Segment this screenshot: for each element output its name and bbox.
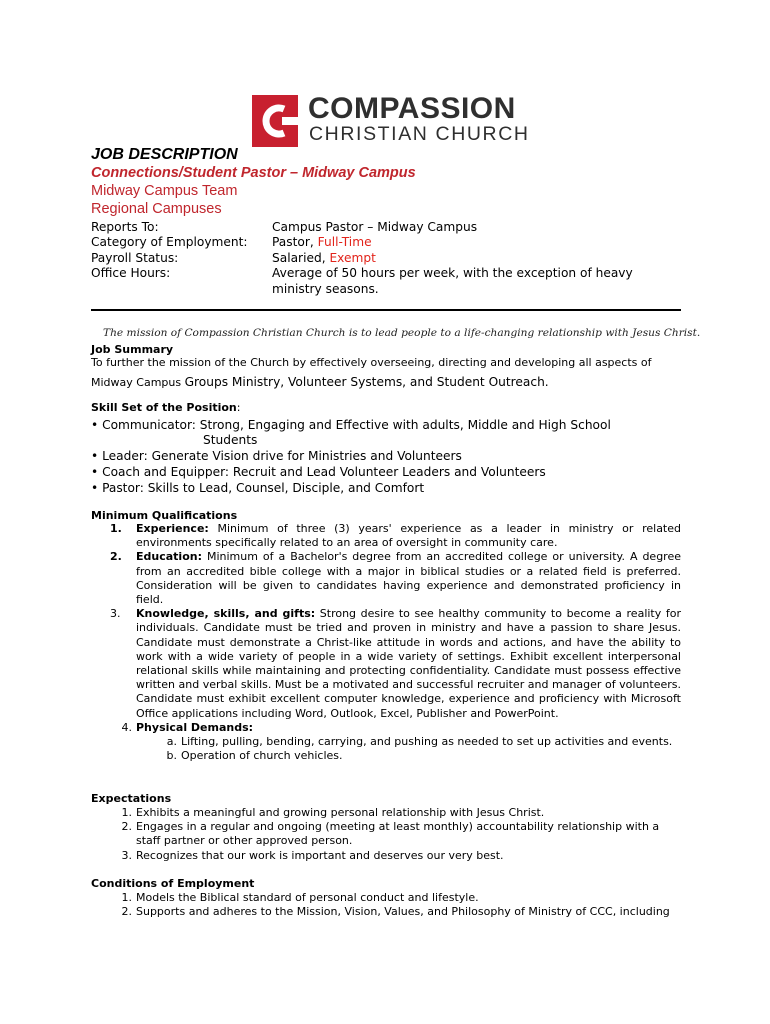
skill-item: • Coach and Equipper: Recruit and Lead Volunteer Leaders and Volunteers	[91, 465, 546, 479]
doc-type-heading: JOB DESCRIPTION	[91, 146, 238, 163]
expectation-item: 1. Exhibits a meaningful and growing personal relationship with Jesus Christ.	[121, 806, 545, 819]
skills-heading: Skill Set of the Position:	[91, 401, 241, 414]
job-summary-heading: Job Summary	[91, 343, 174, 356]
expectations-heading: Expectations	[91, 792, 172, 805]
expectation-item: 2. Engages in a regular and ongoing (meeting at least monthly) accountability relationship with a staff partner or other approved person.	[121, 820, 660, 848]
conditions-list	[121, 891, 681, 919]
condition-item: 2. Supports and adheres to the Mission, Vision, Values, and Philosophy of Ministry of CCC, including	[121, 905, 670, 919]
job-summary-line2: Midway Campus Groups Ministry, Volunteer Systems, and Student Outreach.	[91, 375, 549, 389]
office-hours-label: Office Hours:	[91, 266, 171, 280]
qualification-item: 3. Knowledge, skills, and gifts: Strong desire to see healthy community to become a reality for individuals. Candidate must be tried and proven in ministry and have a passion to share Jesus. Candidate must demonstrate a Christ-like attitude in words and actions, and have the ability to work with a wide variety of people in a wide variety of settings. Exhibit excellent interpersonal relational skills while maintaining and protecting confidentiality. Candidate must possess effective written and verbal skills. Must be a motivated and successful recruiter and manager of volunteers. Candidate must exhibit excellent computer knowledge, experience and proficiency with Microsoft Office applications including Word, Outlook, Excel, Publisher and PowerPoint.	[110, 607, 681, 720]
horizontal-divider	[91, 309, 681, 311]
church-logo	[252, 92, 530, 147]
expectation-item: 3. Recognizes that our work is important and deserves our very best.	[121, 848, 504, 862]
payroll-label: Payroll Status:	[91, 251, 179, 265]
job-summary-line1: To further the mission of the Church by effectively overseeing, directing and developing all aspects of	[91, 356, 652, 369]
mission-statement: The mission of Compassion Christian Church is to lead people to a life-changing relationship with Jesus Christ.	[103, 327, 701, 339]
logo-subtitle: CHRISTIAN CHURCH	[309, 123, 530, 145]
qualifications-list	[110, 522, 681, 763]
qualifications-heading: Minimum Qualifications	[91, 509, 238, 522]
category-label: Category of Employment:	[91, 235, 248, 249]
skill-item-continuation: Students	[203, 433, 258, 447]
payroll-value: Salaried, Exempt	[272, 251, 376, 265]
conditions-heading: Conditions of Employment	[91, 877, 255, 890]
office-hours-value-line2: ministry seasons.	[272, 282, 379, 296]
qualification-item: 2. Education: Minimum of a Bachelor's degree from an accredited college or university. A degree from an accredited bible college with a major in biblical studies or a related field is preferred. Consideration will be given to candidates having experience and demonstrated proficiency in field.	[110, 550, 681, 607]
skill-item: • Pastor: Skills to Lead, Counsel, Disciple, and Comfort	[91, 481, 425, 495]
position-title: Connections/Student Pastor – Midway Campus	[91, 165, 416, 181]
qualification-item: 4. Physical Demands:	[121, 720, 254, 734]
office-hours-value-line1: Average of 50 hours per week, with the exception of heavy	[272, 266, 633, 280]
physical-demand-item: a. Lifting, pulling, bending, carrying, and pushing as needed to set up activities and events.	[166, 735, 673, 749]
department-name: Regional Campuses	[91, 201, 222, 217]
logo-name: COMPASSION	[308, 92, 516, 125]
compassion-logo-icon	[252, 95, 298, 147]
physical-demand-item: b. Operation of church vehicles.	[166, 749, 343, 763]
category-value: Pastor, Full-Time	[272, 235, 372, 249]
condition-item: 1. Models the Biblical standard of personal conduct and lifestyle.	[121, 891, 479, 904]
qualification-item: 1. Experience: Minimum of three (3) years' experience as a leader in ministry or related environments specifically related to an area of oversight in community care.	[110, 522, 681, 550]
reports-to-label: Reports To:	[91, 220, 159, 234]
expectations-list	[121, 806, 681, 863]
skill-item: • Leader: Generate Vision drive for Ministries and Volunteers	[91, 449, 462, 463]
skill-item: • Communicator: Strong, Engaging and Effective with adults, Middle and High School	[91, 418, 611, 432]
reports-to-value: Campus Pastor – Midway Campus	[272, 220, 478, 234]
team-name: Midway Campus Team	[91, 183, 238, 199]
